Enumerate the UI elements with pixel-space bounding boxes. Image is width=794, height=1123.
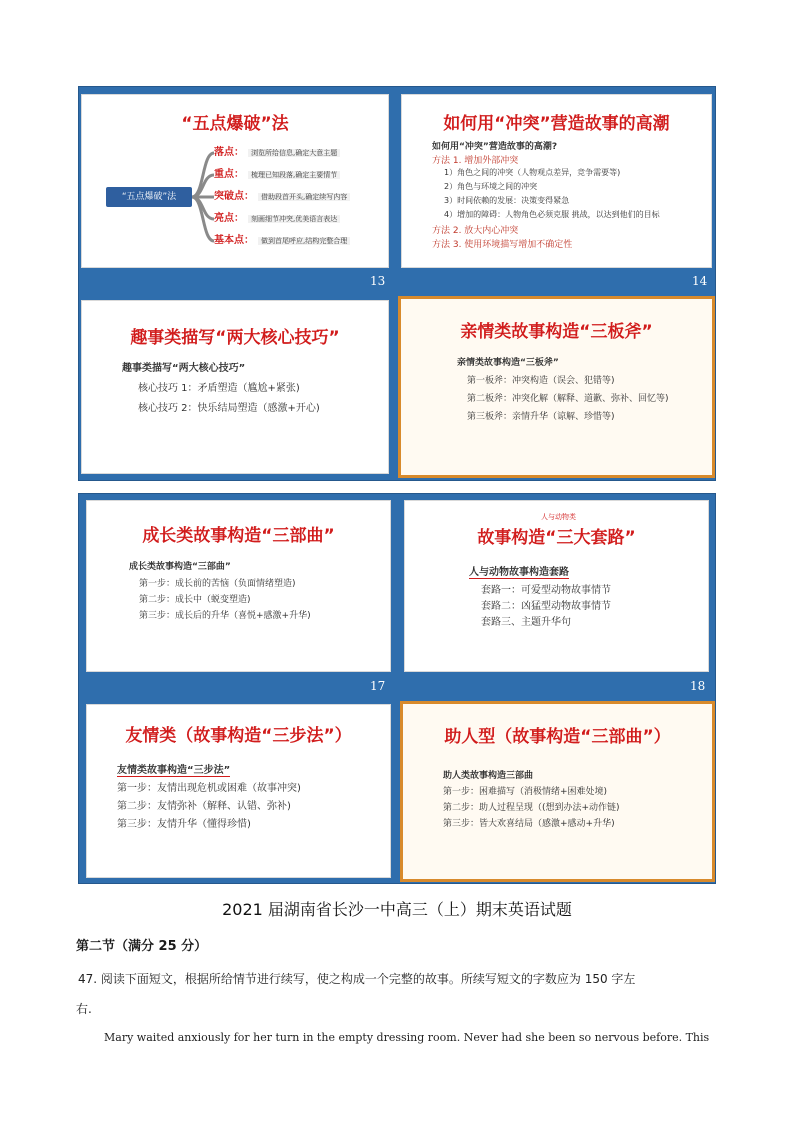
slide-title: 故事构造“三大套路” xyxy=(477,528,636,548)
slide-subtitle: 友情类故事构造“三步法” xyxy=(117,761,230,777)
slide-title: 如何用“冲突”营造故事的高潮 xyxy=(443,114,670,134)
slide-five-points xyxy=(81,94,389,268)
question-text: 47. 阅读下面短文，根据所给情节进行续写，使之构成一个完整的故事。所续写短文的字数应为 150 字左 xyxy=(78,972,636,986)
section-heading: 第二节（满分 25 分） xyxy=(76,939,208,954)
slide-line: 套路三、主题升华句 xyxy=(481,617,571,628)
slide-superscript: 人与动物类 xyxy=(541,513,576,521)
slide-line: 套路二：凶猛型动物故事情节 xyxy=(481,601,611,612)
slide-line: 2）角色与环境之间的冲突 xyxy=(444,182,538,191)
slide-conflict-climax xyxy=(401,94,712,268)
slide-subtitle: 助人类故事构造三部曲 xyxy=(443,771,534,781)
mindmap-item: 重点： 梳理已知段落,确定主要情节 xyxy=(214,168,356,182)
slide-number: 14 xyxy=(692,274,708,288)
slide-title: 助人型（故事构造“三部曲”） xyxy=(444,727,671,747)
slide-number: 18 xyxy=(690,679,706,693)
slide-fun-story xyxy=(81,300,389,474)
slide-line: 第二步：助人过程呈现（(想到办法+动作链) xyxy=(443,803,620,813)
exam-title: 2021 届湖南省长沙一中高三（上）期末英语试题 xyxy=(222,900,572,919)
slide-title: 友情类（故事构造“三步法”） xyxy=(125,726,352,746)
slide-subtitle: 如何用“冲突”营造故事的高潮? xyxy=(432,142,558,152)
slide-line: 第一步：友情出现危机或困难（故事冲突) xyxy=(117,783,301,794)
slide-number: 13 xyxy=(370,274,386,288)
slide-title: 成长类故事构造“三部曲” xyxy=(142,526,335,546)
slide-line: 3）时间依赖的发展：决策变得紧急 xyxy=(444,196,570,205)
slide-title: “五点爆破”法 xyxy=(181,114,289,134)
slide-line: 套路一：可爱型动物故事情节 xyxy=(481,585,611,596)
slide-line: 核心技巧 1：矛盾塑造（尴尬+紧张) xyxy=(138,383,300,394)
slide-line: 1）角色之间的冲突（人物观点差异，竞争需要等) xyxy=(444,168,621,177)
mindmap-center: “五点爆破”法 xyxy=(106,187,192,207)
slide-line: 第三步：友情升华（懂得珍惜) xyxy=(117,819,251,830)
slide-title: 亲情类故事构造“三板斧” xyxy=(460,322,653,342)
mindmap-item: 基本点： 做到首尾呼应,结构完整合理 xyxy=(214,234,356,248)
question-text-continued: 右. xyxy=(76,1002,92,1016)
slide-line: 第二板斧：冲突化解（解释、道歉、弥补、回忆等) xyxy=(467,394,669,404)
slide-line: 核心技巧 2：快乐结局塑造（感激+开心) xyxy=(138,403,320,414)
slide-number: 17 xyxy=(370,679,386,693)
slides-panel-bottom xyxy=(78,493,716,884)
slide-helping-story xyxy=(400,701,715,882)
slide-line: 第二步：成长中（蜕变塑造) xyxy=(139,595,251,605)
slide-line: 方法 1. 增加外部冲突 xyxy=(432,156,519,166)
slide-line: 第三步：成长后的升华（喜悦+感激+升华) xyxy=(139,611,311,621)
slide-line: 方法 2. 放大内心冲突 xyxy=(432,226,519,236)
slide-line: 方法 3. 使用环境描写增加不确定性 xyxy=(432,240,573,250)
slide-subtitle: 亲情类故事构造“三板斧” xyxy=(457,358,559,368)
slide-line: 4）增加的障碍：人物角色必须克服 挑战，以达到他们的目标 xyxy=(444,210,660,219)
slide-line: 第三板斧：亲情升华（谅解、珍惜等) xyxy=(467,412,615,422)
slide-subtitle: 人与动物故事构造套路 xyxy=(469,563,569,579)
slide-growth-story xyxy=(86,500,391,672)
slide-friendship-story xyxy=(86,704,391,878)
mindmap-item: 突破点： 借助段首开头,确定续写内容 xyxy=(214,190,356,204)
slide-line: 第一步：困难描写（消极情绪+困难处境) xyxy=(443,787,608,797)
mindmap-item: 落点： 浏览所给信息,确定大意主题 xyxy=(214,146,356,160)
passage-text: Mary waited anxiously for her turn in the empty dressing room. Never had she been so nervous before. This xyxy=(104,1031,710,1044)
slide-animal-story xyxy=(404,500,709,672)
mindmap-item: 亮点： 刻画细节冲突,优美语言表达 xyxy=(214,212,356,226)
slide-subtitle: 成长类故事构造“三部曲” xyxy=(129,562,231,572)
slide-family-story xyxy=(398,296,715,478)
slide-line: 第一板斧：冲突构造（误会、犯错等) xyxy=(467,376,615,386)
slides-panel-top xyxy=(78,86,716,481)
slide-title: 趣事类描写“两大核心技巧” xyxy=(130,328,340,348)
slide-subtitle: 趣事类描写“两大核心技巧” xyxy=(122,363,246,374)
slide-line: 第一步：成长前的苦恼（负面情绪塑造) xyxy=(139,579,296,589)
slide-line: 第三步：皆大欢喜结局（感激+感动+升华) xyxy=(443,819,615,829)
slide-line: 第二步：友情弥补（解释、认错、弥补) xyxy=(117,801,291,812)
